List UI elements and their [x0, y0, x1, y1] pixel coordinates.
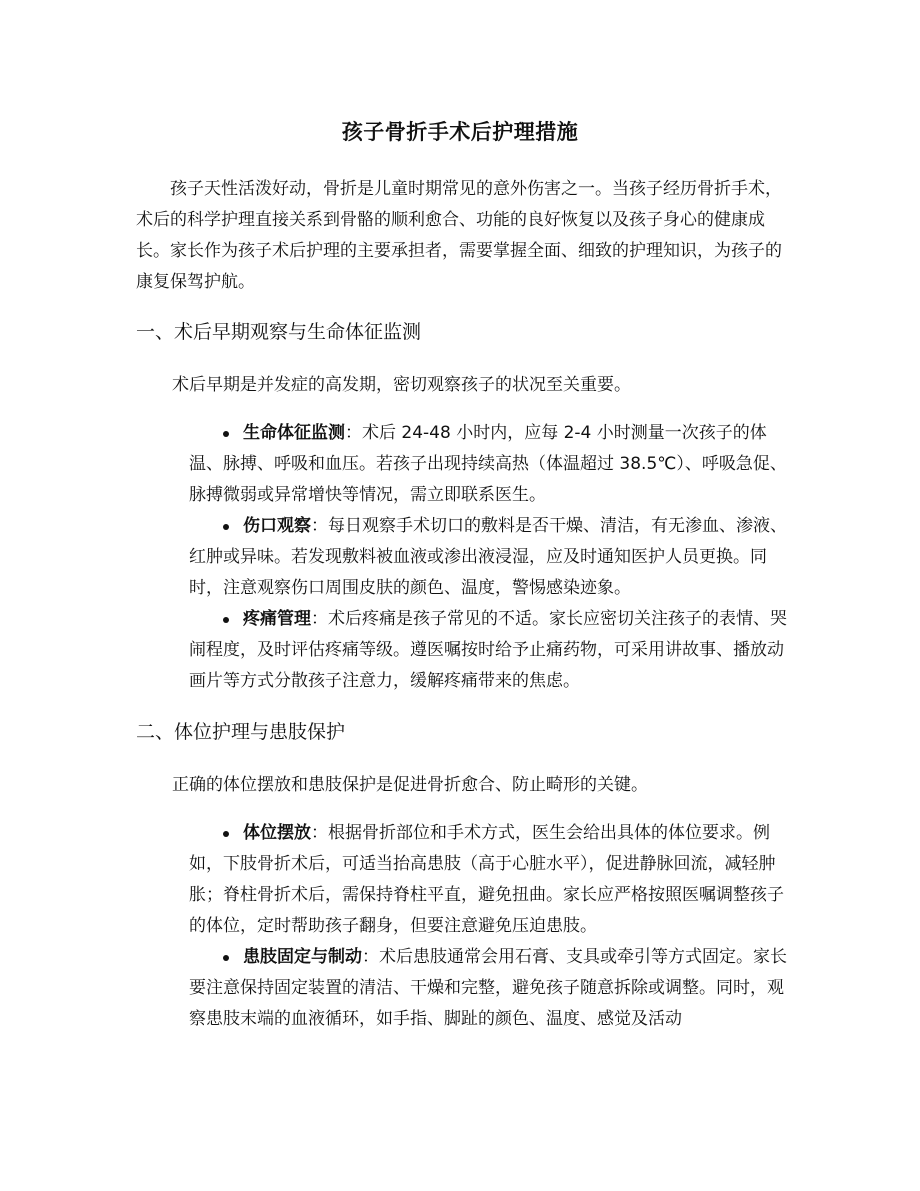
- intro-paragraph: 孩子天性活泼好动，骨折是儿童时期常见的意外伤害之一。当孩子经历骨折手术，术后的科学护理直接关系到骨骼的顺利愈合、功能的良好恢复以及孩子身心的健康成长。家长作为孩子术后护理的主要承担者，需要掌握全面、细致的护理知识，为孩子的康复保驾护航。: [136, 179, 782, 292]
- list-item: [189, 418, 789, 511]
- list-item: [189, 818, 789, 942]
- list-item-body: [189, 942, 789, 1035]
- list-item-body: [189, 511, 789, 604]
- list-item-body: [189, 418, 789, 511]
- list-item-text: ：术后 24-48 小时内，应每 2-4 小时测量一次孩子的体温、脉搏、呼吸和血压。若孩子出现持续高热（体温超过 38.5℃）、呼吸急促、脉搏微弱或异常增快等情况，需立即联系医生。: [189, 423, 787, 505]
- list-item-body: [189, 818, 789, 942]
- section-2-list: [189, 818, 789, 1035]
- list-item: [189, 604, 789, 697]
- bullet-icon: [223, 524, 229, 530]
- list-item-text: ：术后患肢通常会用石膏、支具或牵引等方式固定。家长要注意保持固定装置的清洁、干燥和完整，避免孩子随意拆除或调整。同时，观察患肢末端的血液循环，如手指、脚趾的颜色、温度、感觉及活动: [189, 947, 787, 1029]
- bullet-icon: [223, 431, 229, 437]
- list-item-text: ：每日观察手术切口的敷料是否干燥、清洁，有无渗血、渗液、红肿或异味。若发现敷料被血液或渗出液浸湿，应及时通知医护人员更换。同时，注意观察伤口周围皮肤的颜色、温度，警惕感染迹象。: [189, 516, 787, 598]
- section-1-lead: 术后早期是并发症的高发期，密切观察孩子的状况至关重要。: [172, 375, 631, 395]
- list-item-label: 疼痛管理: [243, 609, 311, 629]
- list-item-text: ：根据骨折部位和手术方式，医生会给出具体的体位要求。例如，下肢骨折术后，可适当抬高患肢（高于心脏水平），促进静脉回流，减轻肿胀；脊柱骨折术后，需保持脊柱平直，避免扭曲。家长应严格按照医嘱调整孩子的体位，定时帮助孩子翻身，但要注意避免压迫患肢。: [189, 823, 784, 936]
- section-1-list: [189, 418, 789, 697]
- bullet-icon: [223, 955, 229, 961]
- list-item: [189, 942, 789, 1035]
- list-item-body: [189, 604, 789, 697]
- bullet-icon: [223, 617, 229, 623]
- section-1-heading: 一、术后早期观察与生命体征监测: [136, 321, 422, 343]
- page-title: 孩子骨折手术后护理措施: [341, 120, 579, 144]
- list-item-label: 伤口观察: [243, 516, 311, 536]
- bullet-icon: [223, 831, 229, 837]
- section-2-heading: 二、体位护理与患肢保护: [136, 721, 346, 743]
- list-item-label: 生命体征监测: [243, 423, 345, 443]
- list-item: [189, 511, 789, 604]
- section-2-lead: 正确的体位摆放和患肢保护是促进骨折愈合、防止畸形的关键。: [172, 775, 648, 795]
- list-item-label: 患肢固定与制动: [243, 947, 362, 967]
- list-item-text: ：术后疼痛是孩子常见的不适。家长应密切关注孩子的表情、哭闹程度，及时评估疼痛等级。遵医嘱按时给予止痛药物，可采用讲故事、播放动画片等方式分散孩子注意力，缓解疼痛带来的焦虑。: [189, 609, 787, 691]
- list-item-label: 体位摆放: [243, 823, 311, 843]
